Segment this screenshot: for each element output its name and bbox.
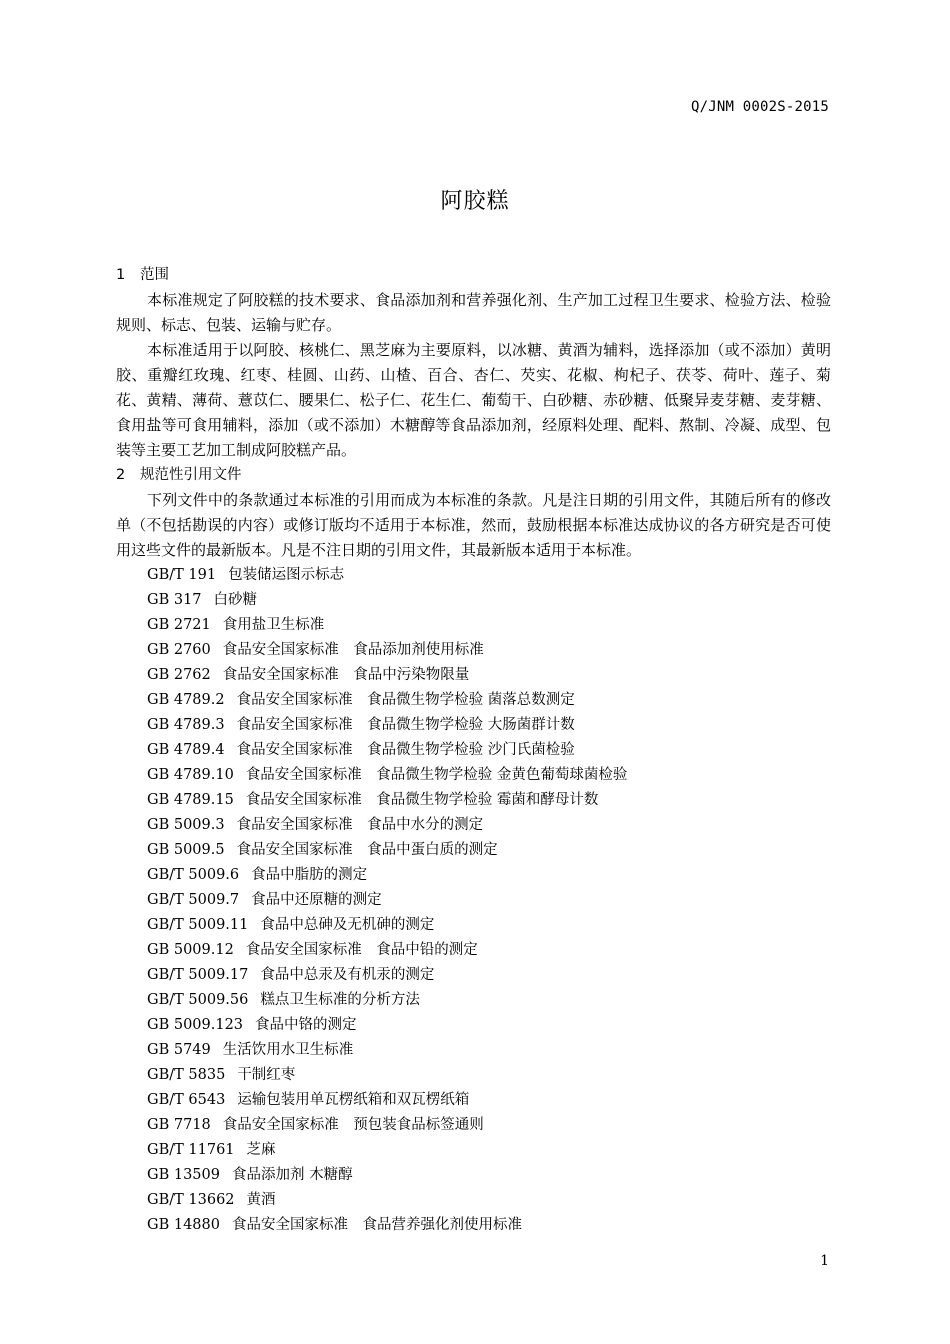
reference-item (116, 863, 831, 888)
reference-code: GB 2762 (147, 667, 211, 683)
document-code: Q/JNM 0002S-2015 (690, 99, 829, 115)
reference-code: GB 5009.12 (147, 942, 234, 958)
reference-code: GB 5009.3 (147, 817, 225, 833)
reference-code: GB/T 13662 (147, 1192, 235, 1208)
reference-item (116, 963, 831, 988)
reference-item (116, 638, 831, 663)
reference-code: GB/T 5009.56 (147, 992, 249, 1008)
reference-title: 食品安全国家标准 食品营养强化剂使用标准 (231, 1217, 522, 1233)
reference-title: 生活饮用水卫生标准 (222, 1042, 354, 1058)
reference-item (116, 788, 831, 813)
reference-title: 食品中总砷及无机砷的测定 (260, 917, 435, 933)
reference-code: GB 4789.3 (147, 717, 225, 733)
reference-list (116, 563, 831, 1238)
page-title: 阿胶糕 (440, 189, 510, 214)
reference-item (116, 563, 831, 588)
reference-code: GB 13509 (147, 1167, 220, 1183)
reference-item (116, 1188, 831, 1213)
reference-item (116, 763, 831, 788)
reference-code: GB 5749 (147, 1042, 211, 1058)
reference-title: 食品安全国家标准 食品微生物学检验 大肠菌群计数 (236, 717, 575, 733)
reference-title: 干制红枣 (237, 1067, 296, 1083)
reference-item (116, 1213, 831, 1238)
reference-item (116, 588, 831, 613)
reference-title: 包装储运图示标志 (228, 567, 345, 583)
reference-item (116, 1138, 831, 1163)
reference-code: GB 2760 (147, 642, 211, 658)
reference-title: 白砂糖 (213, 592, 258, 608)
reference-item (116, 913, 831, 938)
reference-code: GB 14880 (147, 1217, 220, 1233)
reference-code: GB 7718 (147, 1117, 211, 1133)
reference-title: 食品安全国家标准 食品中水分的测定 (236, 817, 484, 833)
reference-item (116, 1163, 831, 1188)
reference-title: 食品添加剂 木糖醇 (231, 1167, 353, 1183)
section-number: 1 (116, 267, 126, 283)
reference-title: 食品安全国家标准 食品中污染物限量 (222, 667, 470, 683)
reference-title: 食品安全国家标准 食品添加剂使用标准 (222, 642, 484, 658)
paragraph: 本标准适用于以阿胶、核桃仁、黑芝麻为主要原料，以冰糖、黄酒为辅料，选择添加（或不添加）黄明胶、重瓣红玫瑰、红枣、桂圆、山药、山楂、百合、杏仁、芡实、花椒、枸杞子、茯苓、荷叶、莲子、菊花、黄精、薄荷、薏苡仁、腰果仁、松子仁、花生仁、葡萄干、白砂糖、赤砂糖、低聚异麦芽糖、麦芽糖、食用盐等可食用辅料，添加（或不添加）木糖醇等食品添加剂，经原料处理、配料、熬制、冷凝、成型、包装等主要工艺加工制成阿胶糕产品。 (116, 341, 831, 459)
reference-title: 食用盐卫生标准 (222, 617, 325, 633)
reference-code: GB/T 6543 (147, 1092, 226, 1108)
reference-item (116, 838, 831, 863)
reference-code: GB 317 (147, 592, 202, 608)
reference-title: 食品安全国家标准 食品微生物学检验 菌落总数测定 (236, 692, 575, 708)
reference-code: GB/T 5009.11 (147, 917, 249, 933)
document-body (116, 263, 831, 1238)
paragraph: 本标准规定了阿胶糕的技术要求、食品添加剂和营养强化剂、生产加工过程卫生要求、检验方法、检验规则、标志、包装、运输与贮存。 (116, 291, 831, 334)
reference-code: GB 5009.5 (147, 842, 225, 858)
reference-item (116, 688, 831, 713)
reference-title: 食品中铬的测定 (255, 1017, 357, 1033)
section-number: 2 (116, 467, 126, 483)
reference-item (116, 988, 831, 1013)
reference-code: GB/T 191 (147, 567, 217, 583)
section-title: 规范性引用文件 (140, 467, 242, 483)
reference-item (116, 938, 831, 963)
reference-item (116, 1113, 831, 1138)
reference-item (116, 888, 831, 913)
reference-code: GB 4789.10 (147, 767, 234, 783)
reference-item (116, 813, 831, 838)
reference-code: GB 4789.4 (147, 742, 225, 758)
reference-item (116, 613, 831, 638)
reference-code: GB/T 5835 (147, 1067, 226, 1083)
reference-title: 食品中还原糖的测定 (251, 892, 382, 908)
reference-item (116, 713, 831, 738)
reference-title: 运输包装用单瓦楞纸箱和双瓦楞纸箱 (237, 1092, 470, 1108)
reference-title: 糕点卫生标准的分析方法 (260, 992, 420, 1008)
reference-code: GB 5009.123 (147, 1017, 244, 1033)
reference-item (116, 1013, 831, 1038)
reference-item (116, 1063, 831, 1088)
reference-item (116, 1038, 831, 1063)
reference-item (116, 663, 831, 688)
reference-title: 食品安全国家标准 预包装食品标签通则 (222, 1117, 484, 1133)
reference-title: 黄酒 (246, 1192, 276, 1208)
section-heading-scope (116, 263, 831, 288)
reference-title: 食品安全国家标准 食品微生物学检验 沙门氏菌检验 (236, 742, 575, 758)
paragraph: 下列文件中的条款通过本标准的引用而成为本标准的条款。凡是注日期的引用文件，其随后所有的修改单（不包括勘误的内容）或修订版均不适用于本标准，然而，鼓励根据本标准达成协议的各方研究是否可使用这些文件的最新版本。凡是不注日期的引用文件，其最新版本适用于本标准。 (116, 491, 831, 559)
page-number: 1 (820, 1253, 829, 1269)
reference-code: GB/T 5009.6 (147, 867, 240, 883)
reference-code: GB/T 5009.17 (147, 967, 249, 983)
section-heading-normative-references (116, 463, 831, 488)
reference-item (116, 1088, 831, 1113)
reference-title: 食品安全国家标准 食品微生物学检验 金黄色葡萄球菌检验 (245, 767, 628, 783)
reference-code: GB/T 5009.7 (147, 892, 240, 908)
reference-title: 食品安全国家标准 食品中铅的测定 (245, 942, 478, 958)
reference-code: GB/T 11761 (147, 1142, 235, 1158)
reference-code: GB 4789.15 (147, 792, 234, 808)
reference-title: 食品安全国家标准 食品微生物学检验 霉菌和酵母计数 (245, 792, 599, 808)
reference-code: GB 2721 (147, 617, 211, 633)
reference-title: 食品中脂肪的测定 (251, 867, 368, 883)
reference-title: 食品安全国家标准 食品中蛋白质的测定 (236, 842, 498, 858)
reference-title: 食品中总汞及有机汞的测定 (260, 967, 435, 983)
reference-item (116, 738, 831, 763)
reference-code: GB 4789.2 (147, 692, 225, 708)
reference-title: 芝麻 (246, 1142, 276, 1158)
section-title: 范围 (140, 267, 169, 283)
